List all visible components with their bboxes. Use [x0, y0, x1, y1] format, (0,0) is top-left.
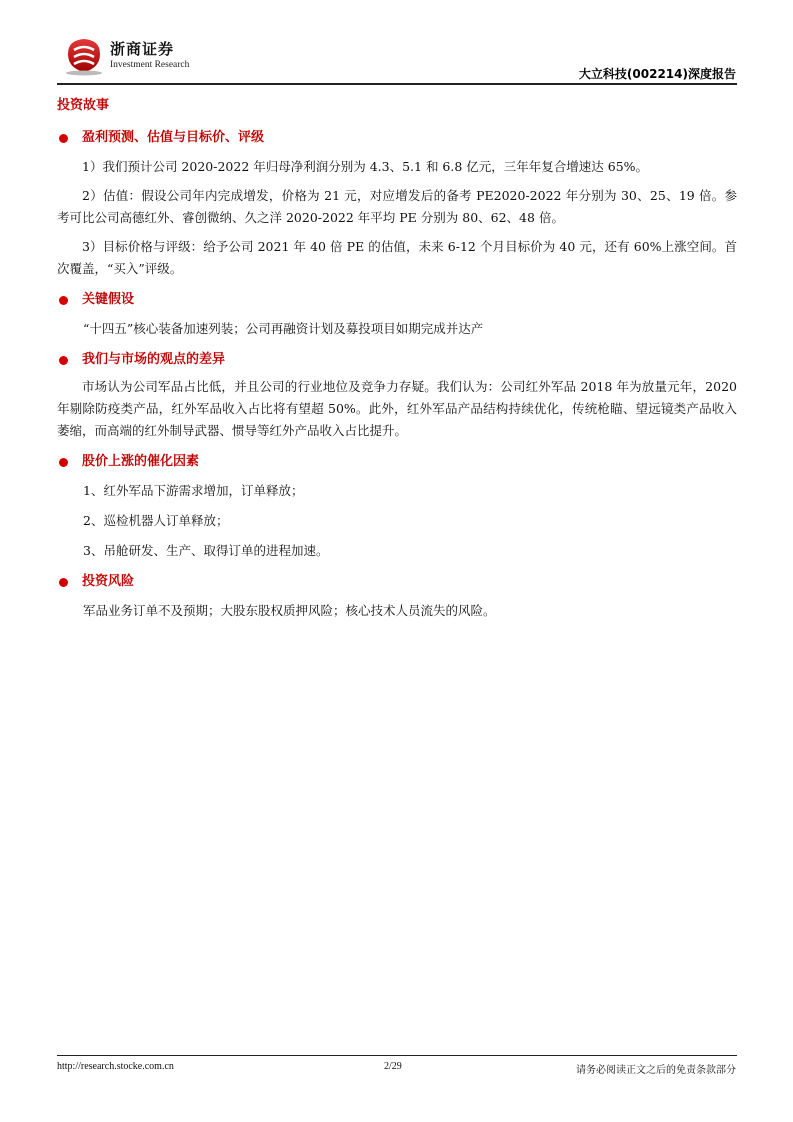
topic-catalysts: [57, 452, 737, 562]
paragraph: 3）目标价格与评级：给予公司 2021 年 40 倍 PE 的估值，未来 6-12 个月目标价为 40 元，还有 60%上涨空间。首次覆盖，“买入”评级。: [57, 239, 737, 276]
topic-key-assumptions: [57, 290, 737, 340]
footer-url-link[interactable]: http://research.stocke.com.cn: [57, 1061, 174, 1072]
footer-divider: [57, 1055, 737, 1056]
report-title: 大立科技(002214)深度报告: [578, 67, 736, 81]
bullet-icon: [59, 356, 68, 365]
topic-title: [57, 452, 737, 472]
paragraph: 2）估值：假设公司年内完成增发，价格为 21 元，对应增发后的备考 PE2020-2022 年分别为 30、25、19 倍。参考可比公司高德红外、睿创微纳、久之洋 2020-2022 年平均 PE 分别为 80、62、48 倍。: [57, 188, 737, 225]
topic-investment-risks: [57, 572, 737, 622]
logo-icon: [62, 36, 106, 76]
topic-earnings-forecast: [57, 128, 737, 280]
footer-disclaimer: 请务必阅读正文之后的免责条款部分: [576, 1065, 736, 1076]
topic-title-text: 我们与市场的观点的差异: [82, 352, 226, 367]
topic-title-text: 股价上涨的催化因素: [82, 454, 200, 469]
paragraph: 军品业务订单不及预期；大股东股权质押风险；核心技术人员流失的风险。: [83, 603, 496, 618]
bullet-icon: [59, 578, 68, 587]
page-header: [0, 0, 793, 90]
section-title: 投资故事: [57, 98, 110, 113]
paragraph: 1）我们预计公司 2020-2022 年归母净利润分别为 4.3、5.1 和 6.8 亿元，三年年复合增速达 65%。: [82, 159, 649, 174]
topic-title: [57, 572, 737, 592]
page-number: 2/29: [384, 1061, 402, 1072]
bullet-icon: [59, 134, 68, 143]
main-content: [57, 96, 737, 622]
topic-market-view-difference: [57, 350, 737, 442]
bullet-icon: [59, 458, 68, 467]
topic-title-text: 盈利预测、估值与目标价、评级: [82, 130, 265, 145]
bullet-icon: [59, 296, 68, 305]
topic-title-text: 关键假设: [82, 292, 135, 307]
header-divider: [57, 83, 737, 85]
paragraph: 市场认为公司军品占比低，并且公司的行业地位及竞争力存疑。我们认为：公司红外军品 2018 年为放量元年，2020 年剔除防疫类产品，红外军品收入占比将有望超 50%。此外，红外军品产品结构持续优化，传统枪瞄、望远镜类产品收入萎缩，而高端的红外制导武器、惯导等红外产品收入占比提升。: [57, 379, 737, 438]
topic-title: [57, 290, 737, 310]
brand-name-en: Investment Research: [110, 60, 190, 70]
brand-name-cn: 浙商证券: [110, 40, 175, 58]
list-item: 1、红外军品下游需求增加，订单释放；: [83, 483, 304, 498]
list-item: 2、巡检机器人订单释放；: [83, 513, 229, 528]
list-item: 3、吊舱研发、生产、取得订单的进程加速。: [83, 543, 329, 558]
paragraph: “十四五”核心装备加速列装；公司再融资计划及募投项目如期完成并达产: [83, 321, 484, 336]
topic-title: [57, 128, 737, 148]
topic-title: [57, 350, 737, 370]
topic-title-text: 投资风险: [82, 574, 135, 589]
